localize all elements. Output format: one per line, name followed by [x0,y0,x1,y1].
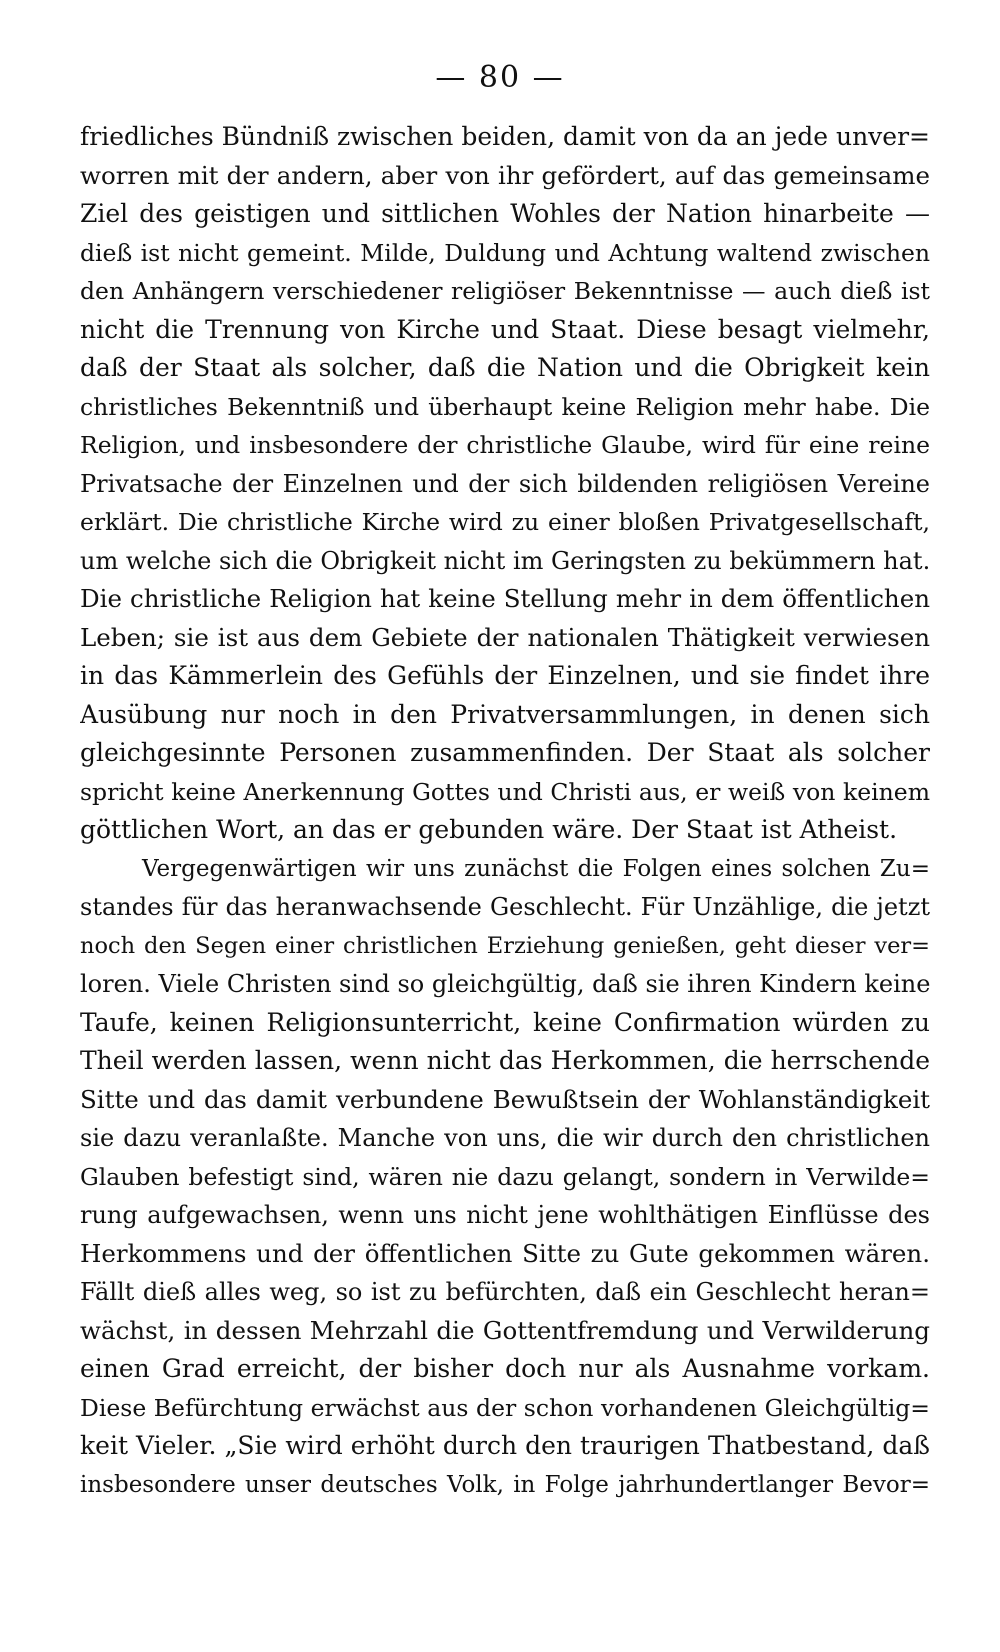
text-line: dieß ist nicht gemeint. Milde, Duldung und Achtung waltend zwischen [80,238,930,267]
text-line: Fällt dieß alles weg, so ist zu befürchten, daß ein Geschlecht heran= [80,1278,930,1306]
text-line: Die christliche Religion hat keine Stellung mehr in dem öffentlichen [80,584,930,613]
page-number: — 80 — [435,60,565,95]
text-line: Diese Befürchtung erwächst aus der schon vorhandenen Gleichgültig= [80,1393,930,1422]
text-line: nicht die Trennung von Kirche und Staat. Diese besagt vielmehr, [80,314,930,344]
text-line: Herkommens und der öffentlichen Sitte zu Gute gekommen wären. [80,1238,930,1268]
text-line: gleichgesinnte Personen zusammenfinden. Der Staat als solcher [80,738,930,767]
text-line: den Anhängern verschiedener religiöser Bekenntnisse — auch dieß ist [80,277,930,305]
text-line: einen Grad erreicht, der bisher doch nur als Ausnahme vorkam. [80,1354,930,1383]
text-line: sie dazu veranlaßte. Manche von uns, die wir durch den christlichen [80,1124,930,1152]
text-line: rung aufgewachsen, wenn uns nicht jene wohlthätigen Einflüsse des [80,1201,930,1229]
text-line: insbesondere unser deutsches Volk, in Folge jahrhundertlanger Bevor= [80,1471,930,1498]
text-line: Glauben befestigt sind, wären nie dazu gelangt, sondern in Verwilde= [80,1162,930,1191]
text-line: Sitte und das damit verbundene Bewußtsein der Wohlanständigkeit [80,1084,930,1114]
text-line: worren mit der andern, aber von ihr gefördert, auf das gemeinsame [80,160,930,190]
text-line: Vergegenwärtigen wir uns zunächst die Folgen eines solchen Zu= [142,855,930,882]
text-line: wächst, in dessen Mehrzahl die Gottentfremdung und Verwilderung [80,1315,930,1345]
text-line: göttlichen Wort, an das er gebunden wäre. Der Staat ist Atheist. [80,815,898,844]
text-line: Privatsache der Einzelnen und der sich bildenden religiösen Vereine [80,469,930,498]
text-line: Ziel des geistigen und sittlichen Wohles der Nation hinarbeite — [80,199,930,228]
text-line: Taufe, keinen Religionsunterricht, keine Confirmation würden zu [80,1007,930,1037]
text-line: um welche sich die Obrigkeit nicht im Geringsten zu bekümmern hat. [80,546,930,575]
text-line: daß der Staat als solcher, daß die Nation und die Obrigkeit kein [80,353,930,382]
text-line: keit Vieler. „Sie wird erhöht durch den traurigen Thatbestand, daß [80,1431,930,1460]
text-line: friedliches Bündniß zwischen beiden, damit von da an jede unver= [80,122,930,151]
text-line: erklärt. Die christliche Kirche wird zu einer bloßen Privatgesellschaft, [80,508,930,536]
text-line: Theil werden lassen, wenn nicht das Herkommen, die herrschende [80,1046,930,1075]
text-line: Leben; sie ist aus dem Gebiete der nationalen Thätigkeit verwiesen [80,622,930,652]
text-line: noch den Segen einer christlichen Erziehung genießen, geht dieser ver= [80,932,930,959]
text-line: spricht keine Anerkennung Gottes und Christi aus, er weiß von keinem [80,777,930,806]
text-line: Ausübung nur noch in den Privatversammlungen, in denen sich [80,699,930,729]
text-line: in das Kämmerlein des Gefühls der Einzelnen, und sie findet ihre [80,661,930,690]
text-line: loren. Viele Christen sind so gleichgültig, daß sie ihren Kindern keine [80,970,930,998]
text-line: christliches Bekenntniß und überhaupt keine Religion mehr habe. Die [80,392,930,421]
text-line: standes für das heranwachsende Geschlecht. Für Unzählige, die jetzt [80,893,930,921]
text-line: Religion, und insbesondere der christliche Glaube, wird für eine reine [80,431,930,459]
body-text [80,118,930,1504]
